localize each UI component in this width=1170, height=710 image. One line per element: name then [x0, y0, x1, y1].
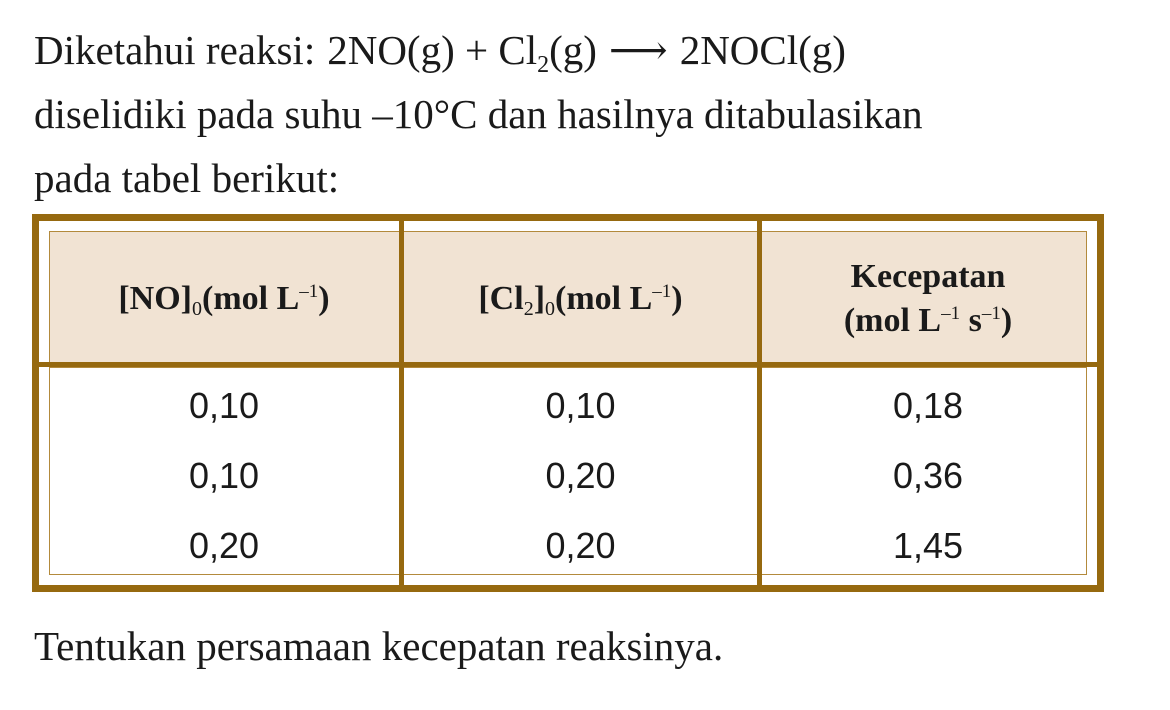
header-rate: Kecepatan (mol $L^{-1}$ $s^{-1}$) — [843, 258, 1013, 339]
cell-rate: 0,18 — [892, 385, 964, 426]
cell-no: 0,10 — [188, 385, 260, 426]
data-table — [32, 214, 1104, 592]
table-row — [39, 511, 1097, 581]
table-row — [39, 441, 1097, 511]
reaction-line — [34, 18, 1144, 82]
header-no-concentration: $[NO]_0(mol$ $L^{-1}$) — [118, 280, 330, 320]
cell-no: 0,10 — [188, 455, 260, 496]
question-text: Tentukan persamaan kecepatan reaksinya. — [34, 623, 724, 669]
cell-rate: 1,45 — [892, 525, 964, 566]
equation-subscript: 2 — [537, 52, 550, 78]
equation-left: 2NO(g) + Cl — [327, 27, 538, 73]
cell-no: 0,20 — [188, 525, 260, 566]
cell-cl2: 0,20 — [545, 525, 616, 566]
equation-state: (g) — [549, 27, 597, 73]
table-row — [39, 371, 1097, 441]
cell-cl2: 0,20 — [545, 455, 616, 496]
intro-line-3: pada tabel berikut: — [34, 155, 340, 201]
problem-intro — [34, 18, 1144, 210]
header-cl2-concentration: $[Cl_2]_0(mol$ $L^{-1}$) — [478, 280, 683, 320]
intro-line-2: diselidiki pada suhu –10°C dan hasilnya ditabulasikan — [34, 91, 923, 137]
intro-prefix: Diketahui reaksi: — [34, 27, 316, 73]
cell-cl2: 0,10 — [545, 385, 616, 426]
equation-right: 2NOCl(g) — [679, 27, 846, 73]
cell-rate: 0,36 — [892, 455, 964, 496]
reaction-arrow-icon: ⟶ — [608, 27, 668, 73]
